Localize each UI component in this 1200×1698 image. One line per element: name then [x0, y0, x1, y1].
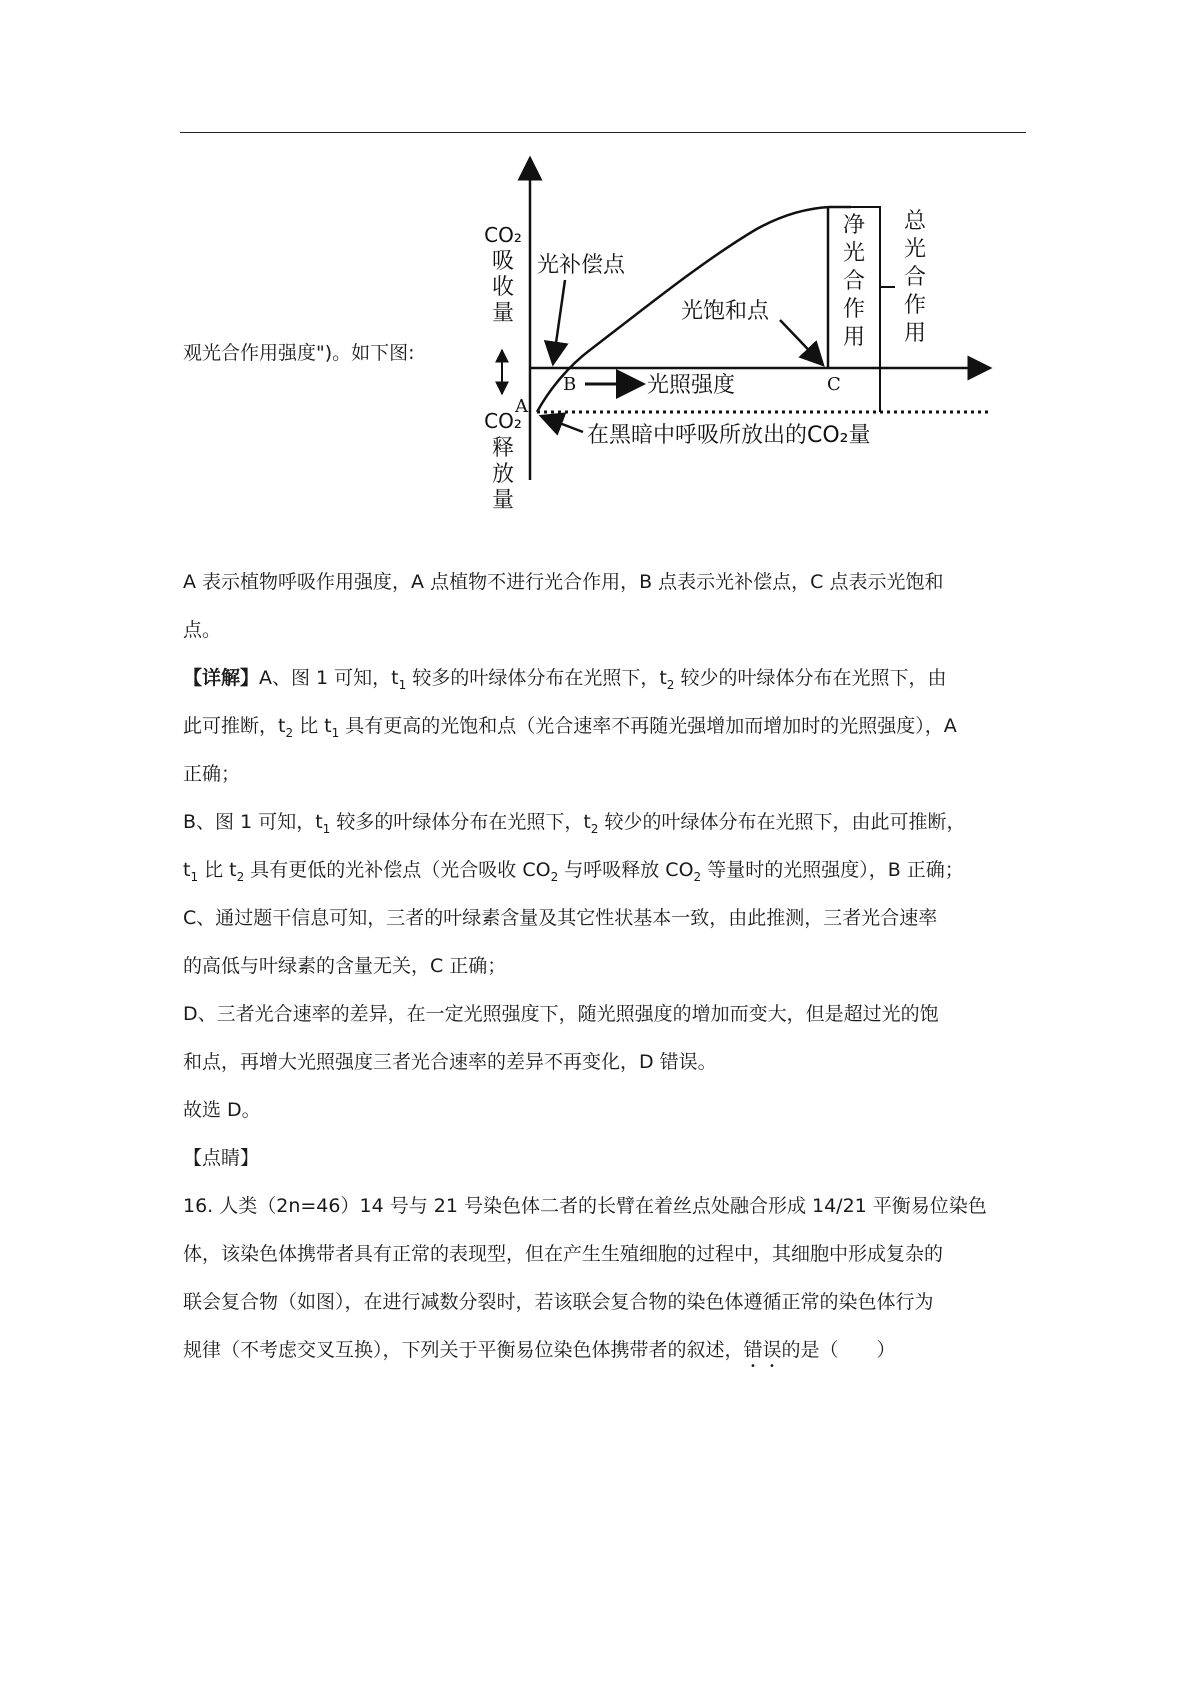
net-label-2: 光 [842, 241, 866, 266]
net-label-5: 用 [842, 325, 866, 350]
header-rule [180, 132, 1026, 133]
text-line [183, 1326, 1023, 1374]
subscript: 2 [590, 821, 599, 836]
text-run: 较多的叶绿体分布在光照下，t [330, 811, 591, 833]
text-line: 点。 [183, 619, 222, 641]
y-label-down-3: 放 [491, 462, 515, 487]
paragraph-figure-explanation [183, 558, 1023, 654]
text-line [183, 846, 1023, 894]
y-label-up-1: CO₂ [484, 223, 522, 247]
point-a-label: A [515, 396, 528, 417]
text-run: A、图 1 可知，t [259, 667, 399, 689]
text-run: 此可推断，t [183, 715, 286, 737]
subscript: 2 [550, 869, 559, 884]
gross-label-3: 合 [903, 265, 927, 290]
subscript: 2 [285, 725, 294, 740]
text-line [183, 798, 1023, 846]
emphasis-text: 错误 [743, 1339, 782, 1361]
compensation-label: 光补偿点 [537, 253, 626, 278]
gross-label-2: 光 [903, 237, 927, 262]
y-label-down-4: 量 [491, 488, 515, 513]
subscript: 2 [693, 869, 702, 884]
paragraph-detail-d [183, 990, 1023, 1086]
text-run: 等量时的光照强度），B 正确； [701, 859, 964, 881]
text-line: A 表示植物呼吸作用强度，A 点植物不进行光合作用，B 点表示光补偿点，C 点表示光饱和 [183, 571, 944, 593]
paragraph-detail-c [183, 894, 1023, 990]
detail-heading: 【详解】 [183, 667, 260, 689]
net-label-1: 净 [842, 213, 866, 238]
text-line: 体，该染色体携带者具有正常的表现型，但在产生生殖细胞的过程中，其细胞中形成复杂的 [183, 1243, 944, 1265]
y-label-up-4: 量 [491, 301, 515, 326]
text-run: t [183, 859, 191, 881]
y-label-down-2: 释 [491, 436, 515, 461]
text-run: 较少的叶绿体分布在光照下，由此可推断， [598, 811, 966, 833]
text-line: C、通过题干信息可知，三者的叶绿素含量及其它性状基本一致，由此推测，三者光合速率 [183, 907, 938, 929]
dark-respiration-label: 在黑暗中呼吸所放出的CO₂量 [587, 423, 871, 448]
text-run: B、图 1 可知，t [183, 811, 323, 833]
x-axis-label: 光照强度 [647, 373, 736, 398]
net-label-4: 作 [842, 297, 866, 322]
text-line: D、三者光合速率的差异，在一定光照强度下，随光照强度的增加而变大，但是超过光的饱 [183, 1003, 939, 1025]
question-16 [183, 1182, 1023, 1374]
text-run: 较少的叶绿体分布在光照下，由 [674, 667, 947, 689]
text-run: 规律（不考虑交叉互换），下列关于平衡易位染色体携带者的叙述， [183, 1339, 744, 1361]
dark-respiration-arrow [541, 416, 583, 432]
text-line [183, 702, 1023, 750]
paragraph-answer [183, 1086, 1023, 1134]
saturation-arrow [780, 320, 823, 365]
text-line: 16. 人类（2n=46）14 号与 21 号染色体二者的长臂在着丝点处融合形成 14/21 平衡易位染色 [183, 1195, 987, 1217]
photosynthesis-figure [455, 150, 995, 535]
text-line: 联会复合物（如图），在进行减数分裂时，若该联会复合物的染色体遵循正常的染色体行为 [183, 1291, 934, 1313]
y-label-down-1: CO₂ [484, 409, 522, 433]
subscript: 1 [331, 725, 340, 740]
remark-heading: 【点睛】 [183, 1147, 260, 1169]
subscript: 2 [666, 677, 675, 692]
saturation-label: 光饱和点 [681, 299, 770, 324]
y-label-up-2: 吸 [491, 249, 515, 274]
text-line: 和点，再增大光照强度三者光合速率的差异不再变化，D 错误。 [183, 1051, 717, 1073]
text-line [183, 654, 1023, 702]
answer-line: 故选 D。 [183, 1099, 261, 1121]
text-line: 正确； [183, 763, 241, 785]
text-run: 比 t [198, 859, 237, 881]
intro-text: 观光合作用强度")。如下图: [183, 342, 415, 364]
gross-label-4: 作 [903, 293, 927, 318]
paragraph-detail-a [183, 654, 1023, 798]
point-c-label: C [827, 374, 841, 395]
gross-label-1: 总 [903, 209, 927, 234]
text-line: 的高低与叶绿素的含量无关，C 正确； [183, 955, 507, 977]
compensation-arrow [553, 280, 565, 364]
net-label-3: 合 [842, 269, 866, 294]
subscript: 1 [398, 677, 407, 692]
text-run: 的是（ ） [781, 1339, 896, 1361]
text-run: 具有更高的光饱和点（光合速率不再随光强增加而增加时的光照强度），A [339, 715, 957, 737]
text-run: 与呼吸释放 CO [558, 859, 694, 881]
subscript: 1 [190, 869, 199, 884]
text-run: 具有更低的光补偿点（光合吸收 CO [244, 859, 551, 881]
photosynthesis-diagram [455, 150, 995, 535]
gross-label-5: 用 [903, 321, 927, 346]
subscript: 1 [322, 821, 331, 836]
point-b-label: B [563, 374, 577, 395]
text-run: 比 t [293, 715, 332, 737]
paragraph-detail-b [183, 798, 1023, 894]
subscript: 2 [236, 869, 245, 884]
text-run: 较多的叶绿体分布在光照下，t [406, 667, 667, 689]
paragraph-remark [183, 1134, 1023, 1182]
y-label-up-3: 收 [491, 275, 515, 300]
